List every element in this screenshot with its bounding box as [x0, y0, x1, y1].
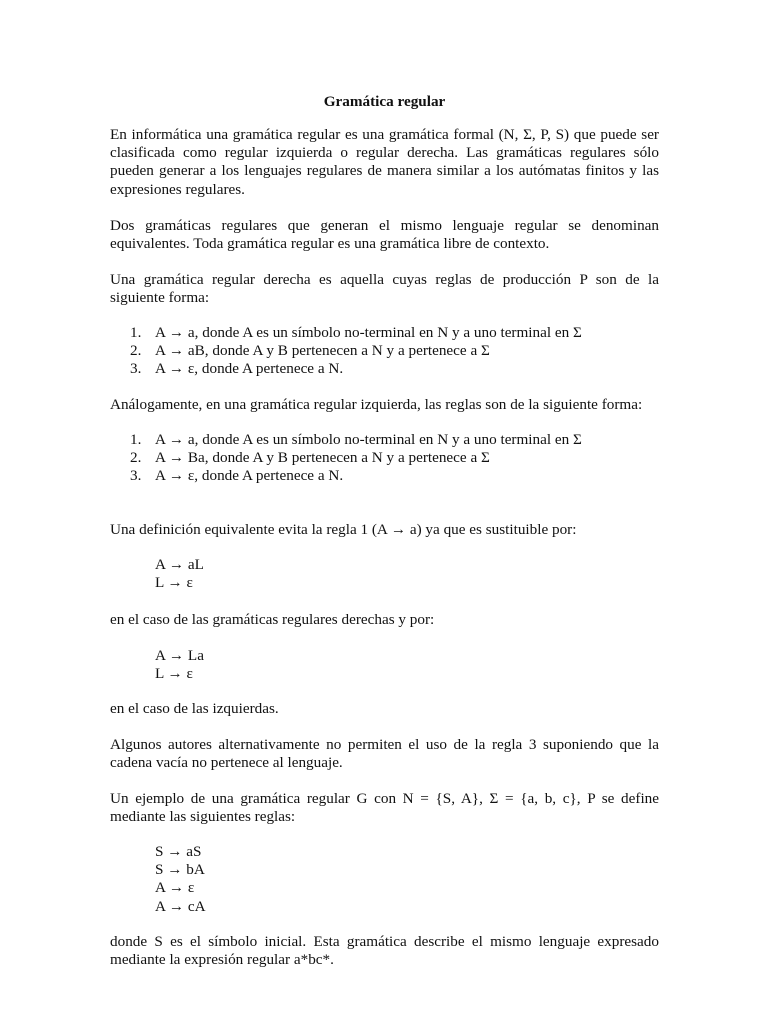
paragraph-derecha	[110, 271, 659, 307]
text-line: Un ejemplo de una gramática regular G con N = {S, A}, Σ = {a, b, c}, P se define	[110, 790, 659, 807]
paragraph-autores	[110, 736, 659, 772]
text-line: Una definición equivalente evita la regla 1 (A → a) ya que es sustituible por:	[110, 521, 577, 538]
list-item: 2. A → Ba, donde A y B pertenecen a N y a pertenece a Σ	[130, 449, 490, 467]
paragraph-ejemplo	[110, 790, 659, 826]
page-title: Gramática regular	[323, 93, 446, 110]
formula-block-right	[155, 556, 204, 592]
text-line: Análogamente, en una gramática regular izquierda, las reglas son de la siguiente forma:	[110, 396, 643, 413]
text-line: pueden generar a los lenguajes regulares de manera similar a los autómatas finitos y las	[110, 162, 659, 180]
paragraph-derechas	[110, 611, 659, 629]
formula-line: A → La	[155, 647, 204, 664]
list-item: 3. A → ε, donde A pertenece a N.	[130, 467, 344, 485]
text-line: siguiente forma:	[110, 289, 210, 307]
rules-list-right	[110, 324, 659, 379]
text-line: Algunos autores alternativamente no permiten el uso de la regla 3 suponiendo que la	[110, 736, 659, 753]
text-line: en el caso de las gramáticas regulares derechas y por:	[110, 611, 435, 628]
formula-line: A → aL	[155, 556, 204, 573]
formula-line: A → ε	[155, 879, 195, 897]
text-line: En informática una gramática regular es una gramática formal (N, Σ, P, S) que puede ser	[110, 126, 659, 143]
text-line: donde S es el símbolo inicial. Esta gramática describe el mismo lenguaje expresado	[110, 933, 659, 950]
paragraph-conclusion	[110, 933, 659, 969]
formula-line: A → cA	[155, 897, 206, 915]
text-line: equivalentes. Toda gramática regular es una gramática libre de contexto.	[110, 235, 550, 253]
paragraph-izquierda	[110, 396, 659, 414]
paragraph-intro	[110, 126, 659, 199]
text-line: mediante la expresión regular a*bc*.	[110, 951, 334, 969]
list-item: 1. A → a, donde A es un símbolo no-terminal en N y a uno terminal en Σ	[130, 324, 582, 341]
text-line: Dos gramáticas regulares que generan el mismo lenguaje regular se denominan	[110, 217, 659, 234]
formula-block-example	[155, 843, 206, 916]
text-line: expresiones regulares.	[110, 180, 245, 198]
text-line: cadena vacía no pertenece al lenguaje.	[110, 754, 343, 772]
paragraph-definicion	[110, 521, 659, 539]
rules-list-left	[110, 431, 659, 486]
text-line: mediante las siguientes reglas:	[110, 808, 296, 826]
list-item: 2. A → aB, donde A y B pertenecen a N y a pertenece a Σ	[130, 342, 490, 360]
formula-line: L → ε	[155, 665, 193, 683]
formula-line: S → aS	[155, 843, 202, 860]
paragraph-izquierdas	[110, 700, 659, 718]
list-item: 1. A → a, donde A es un símbolo no-terminal en N y a uno terminal en Σ	[130, 431, 582, 448]
paragraph-equivalentes	[110, 217, 659, 253]
list-item: 3. A → ε, donde A pertenece a N.	[130, 360, 344, 378]
formula-block-left	[155, 647, 204, 683]
text-line: clasificada como regular izquierda o regular derecha. Las gramáticas regulares sólo	[110, 144, 659, 162]
formula-line: S → bA	[155, 861, 205, 879]
text-line: en el caso de las izquierdas.	[110, 700, 279, 717]
text-line: Una gramática regular derecha es aquella cuyas reglas de producción P son de la	[110, 271, 659, 288]
formula-line: L → ε	[155, 574, 193, 592]
